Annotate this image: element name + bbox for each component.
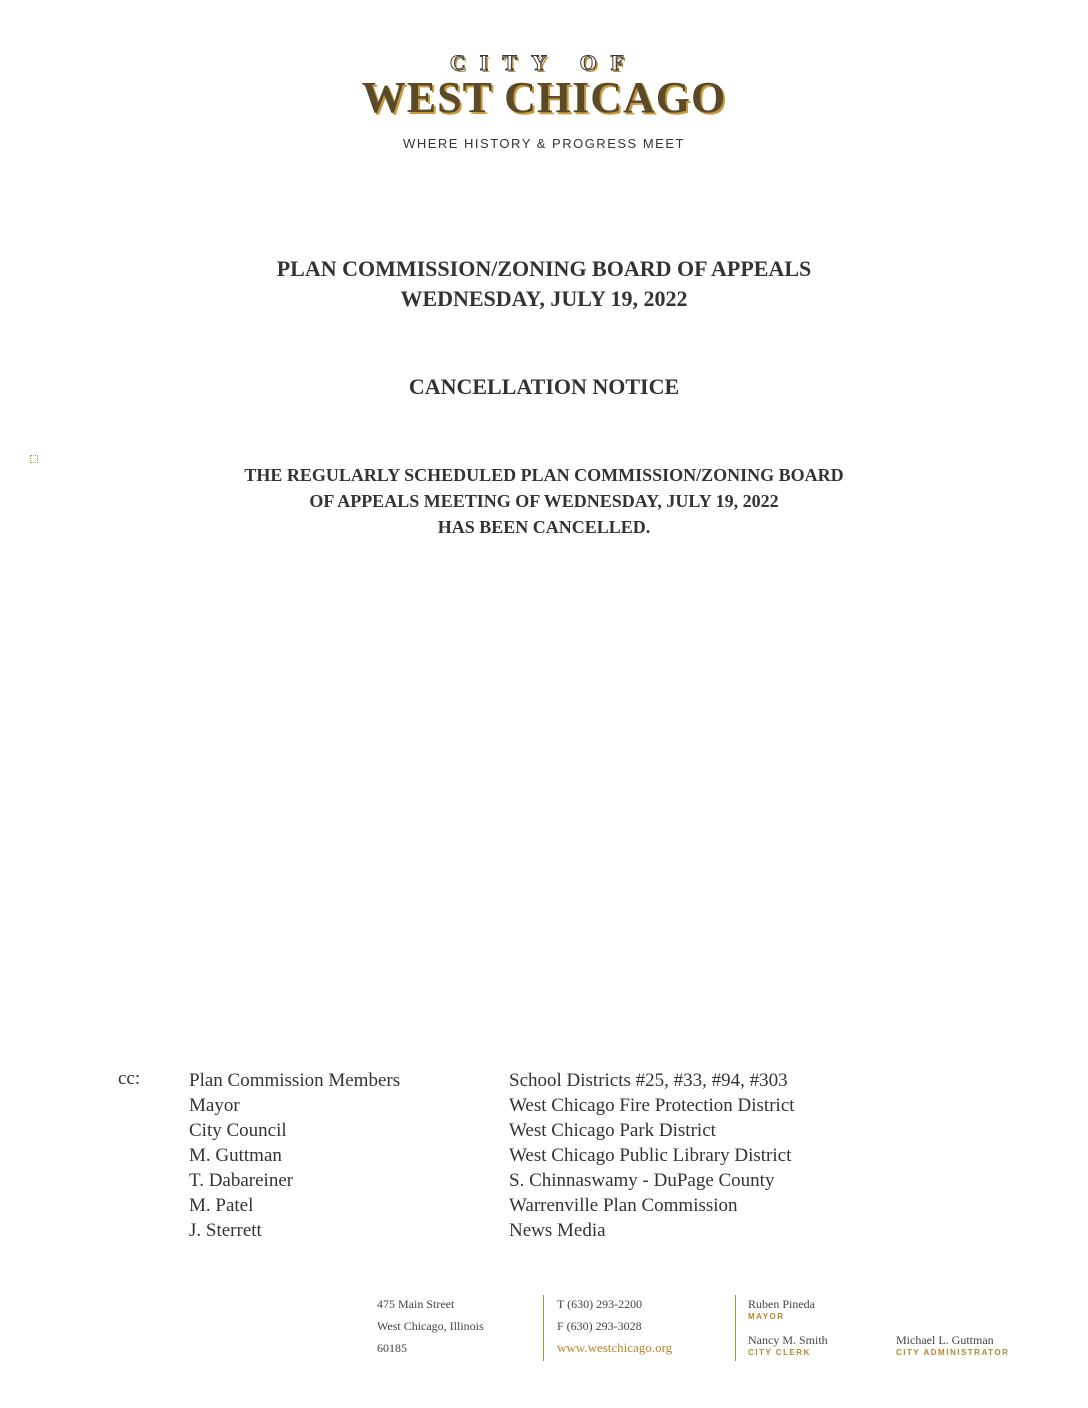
notice-body-line: HAS BEEN CANCELLED. <box>437 517 651 537</box>
address-line: 475 Main Street <box>377 1297 455 1311</box>
official-city-administrator <box>896 1333 1009 1357</box>
fax-number: F (630) 293-3028 <box>557 1319 642 1333</box>
cc-recipient: T. Dabareiner <box>189 1170 294 1191</box>
official-role: CITY ADMINISTRATOR <box>896 1348 1010 1357</box>
official-mayor <box>748 1297 815 1321</box>
cc-recipient: M. Guttman <box>189 1145 282 1166</box>
notice-body-line: THE REGULARLY SCHEDULED PLAN COMMISSION/ZONING BOARD <box>244 465 844 485</box>
official-name: Michael L. Guttman <box>896 1333 994 1347</box>
cc-label: cc: <box>118 1068 141 1089</box>
cc-recipient: West Chicago Public Library District <box>509 1145 792 1166</box>
cc-list-left <box>189 1068 400 1243</box>
logo-city-name: WEST CHICAGO <box>361 73 727 122</box>
address-line: 60185 <box>377 1341 407 1355</box>
footer-divider <box>735 1295 736 1361</box>
notice-body-line: OF APPEALS MEETING OF WEDNESDAY, JULY 19, 2022 <box>309 491 779 511</box>
cc-recipient: Mayor <box>189 1095 240 1116</box>
cc-recipient: Warrenville Plan Commission <box>509 1195 738 1216</box>
address-line: West Chicago, Illinois <box>377 1319 484 1333</box>
cc-recipient: West Chicago Fire Protection District <box>509 1095 795 1116</box>
official-name: Ruben Pineda <box>748 1297 815 1311</box>
cc-recipient: Plan Commission Members <box>189 1070 401 1091</box>
official-role: MAYOR <box>748 1312 785 1321</box>
footer-contact <box>557 1293 672 1359</box>
cc-recipient: West Chicago Park District <box>509 1120 716 1141</box>
website-link[interactable]: www.westchicago.org <box>557 1340 673 1355</box>
logo-city-of: CITY OF <box>449 50 639 75</box>
tagline: WHERE HISTORY & PROGRESS MEET <box>403 136 685 151</box>
cc-recipient: City Council <box>189 1120 287 1141</box>
official-role: CITY CLERK <box>748 1348 811 1357</box>
official-city-clerk <box>748 1333 828 1357</box>
cc-recipient: M. Patel <box>189 1195 254 1216</box>
cc-recipient: S. Chinnaswamy - DuPage County <box>509 1170 775 1191</box>
footer-address <box>377 1293 484 1359</box>
cc-recipient: School Districts #25, #33, #94, #303 <box>509 1070 788 1091</box>
footer-divider <box>543 1295 544 1361</box>
cc-list-right <box>509 1068 795 1243</box>
meeting-name: PLAN COMMISSION/ZONING BOARD OF APPEALS <box>276 256 812 281</box>
cc-recipient: J. Sterrett <box>189 1220 262 1241</box>
notice-body <box>140 462 948 540</box>
notice-title: CANCELLATION NOTICE <box>408 374 680 399</box>
margin-mark <box>30 455 38 463</box>
official-name: Nancy M. Smith <box>748 1333 828 1347</box>
phone-number: T (630) 293-2200 <box>557 1297 643 1311</box>
meeting-date: WEDNESDAY, JULY 19, 2022 <box>400 286 688 311</box>
cc-recipient: News Media <box>509 1220 606 1241</box>
